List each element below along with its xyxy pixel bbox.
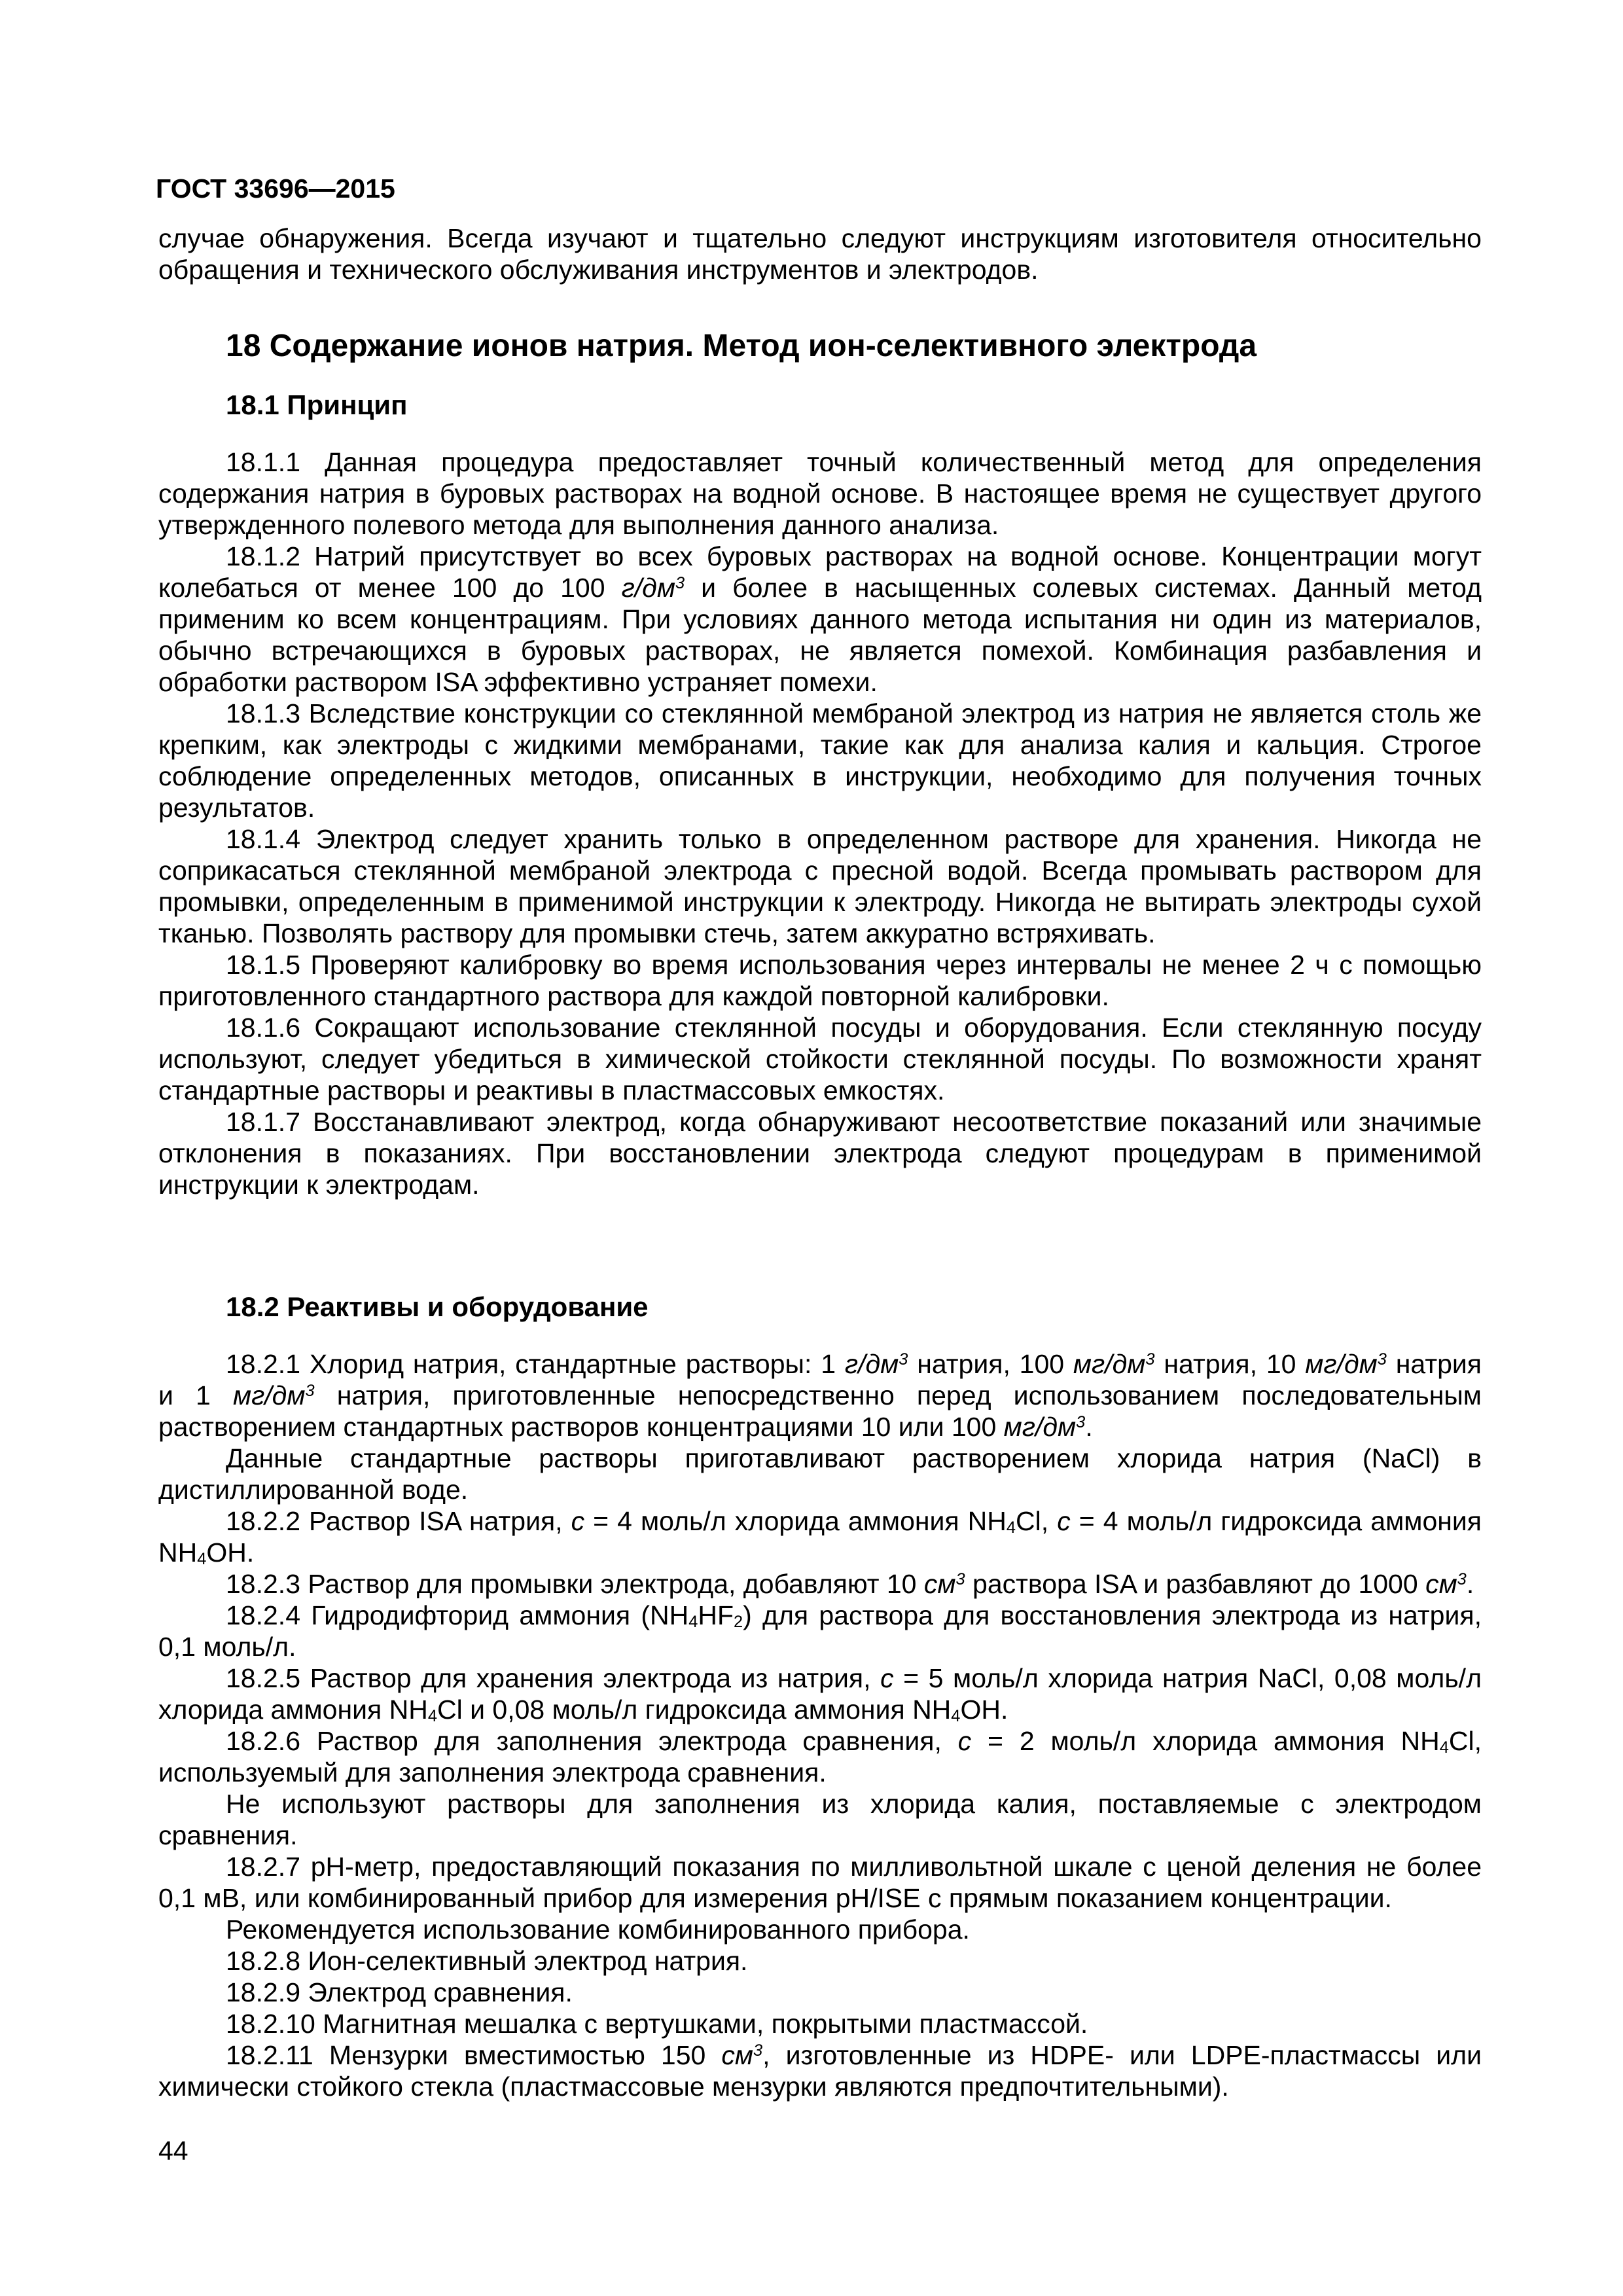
paragraph: 18.2.2 Раствор ISA натрия, c = 4 моль/л хлорида аммония NH4Cl, c = 4 моль/л гидроксида аммония NH4OH. bbox=[158, 1506, 1482, 1569]
subsection-heading: 18.1 Принцип bbox=[226, 389, 408, 420]
paragraph: 18.1.7 Восстанавливают электрод, когда обнаруживают несоответствие показаний или значимые отклонения в показаниях. При восстановлении электрода следуют процедурам в применимой инструкции к электродам. bbox=[158, 1107, 1482, 1200]
paragraph: 18.1.2 Натрий присутствует во всех буровых растворах на водной основе. Концентрации могут колебаться от менее 100 до 100 $г/дм^3$ и более в насыщенных солевых системах. Данный метод применим ко всем концентрациям. При условиях данного метода испытания ни один из материалов, обычно встречающихся в буровых растворах, не является помехой. Комбинация разбавления и обработки раствором ISA эффективно устраняет помехи. bbox=[158, 541, 1482, 697]
paragraph: 18.2.3 Раствор для промывки электрода, добавляют 10 $см^3$ раствора ISA и разбавляют до 1000 $см^3$. bbox=[226, 1569, 1474, 1599]
paragraph: 18.2.10 Магнитная мешалка с вертушками, покрытыми пластмассой. bbox=[226, 2009, 1088, 2039]
paragraph: 18.2.8 Ион-селективный электрод натрия. bbox=[226, 1946, 748, 1976]
page-number: 44 bbox=[158, 2136, 188, 2166]
subsection-heading: 18.2 Реактивы и оборудование bbox=[226, 1291, 649, 1322]
paragraph: 18.2.1 Хлорид натрия, стандартные растворы: 1 $г/дм^3$ натрия, 100 $мг/дм^3$ натрия, 10 $мг/дм^3$ натрия и 1 $мг/дм^3$ натрия, приготовленные непосредственно перед использованием последовательным растворением стандартных растворов концентрациями 10 или 100 $мг/дм^3$. bbox=[158, 1349, 1482, 1442]
paragraph: Данные стандартные растворы приготавливают растворением хлорида натрия (NaCl) в дистиллированной воде. bbox=[158, 1443, 1482, 1505]
paragraph: 18.2.6 Раствор для заполнения электрода сравнения, c = 2 моль/л хлорида аммония NH4Cl, используемый для заполнения электрода сравнения. bbox=[158, 1726, 1482, 1787]
paragraph: 18.2.9 Электрод сравнения. bbox=[226, 1977, 573, 2007]
paragraph: 18.1.4 Электрод следует хранить только в определенном растворе для хранения. Никогда не соприкасаться стеклянной мембраной электрода с пресной водой. Всегда промывать раствором для промывки, определенным в применимой инструкции к электроду. Никогда не вытирать электроды сухой тканью. Позволять раствору для промывки стечь, затем аккуратно встряхивать. bbox=[158, 824, 1482, 948]
section-heading: 18 Содержание ионов натрия. Метод ион-селективного электрода bbox=[226, 329, 1257, 363]
paragraph: Рекомендуется использование комбинированного прибора. bbox=[226, 1914, 970, 1945]
paragraph: 18.2.5 Раствор для хранения электрода из натрия, c = 5 моль/л хлорида натрия NaCl, 0,08 моль/л хлорида аммония NH4Cl и 0,08 моль/л гидроксида аммония NH4OH. bbox=[158, 1663, 1482, 1726]
paragraph: 18.1.3 Вследствие конструкции со стеклянной мембраной электрод из натрия не является столь же крепким, как электроды с жидкими мембранами, такие как для анализа калия и кальция. Строгое соблюдение определенных методов, описанных в инструкции, необходимо для получения точных результатов. bbox=[158, 698, 1482, 823]
paragraph: 18.2.4 Гидродифторид аммония (NH4HF2) для раствора для восстановления электрода из натрия, 0,1 моль/л. bbox=[158, 1600, 1482, 1662]
paragraph: Не используют растворы для заполнения из хлорида калия, поставляемые с электродом сравнения. bbox=[158, 1789, 1482, 1850]
paragraph: 18.1.5 Проверяют калибровку во время использования через интервалы не менее 2 ч с помощью приготовленного стандартного раствора для каждой повторной калибровки. bbox=[158, 950, 1482, 1011]
standard-code-header: ГОСТ 33696—2015 bbox=[156, 173, 395, 204]
paragraph: 18.2.11 Мензурки вместимостью 150 $см^3$, изготовленные из HDPE- или LDPE-пластмассы или химически стойкого стекла (пластмассовые мензурки являются предпочтительными). bbox=[158, 2040, 1482, 2102]
paragraph: случае обнаружения. Всегда изучают и тщательно следуют инструкциям изготовителя относительно обращения и технического обслуживания инструментов и электродов. bbox=[158, 223, 1482, 285]
paragraph: 18.1.1 Данная процедура предоставляет точный количественный метод для определения содержания натрия в буровых растворах на водной основе. В настоящее время не существует другого утвержденного полевого метода для выполнения данного анализа. bbox=[158, 447, 1482, 540]
paragraph: 18.1.6 Сокращают использование стеклянной посуды и оборудования. Если стеклянную посуду используют, следует убедиться в химической стойкости стеклянной посуды. По возможности хранят стандартные растворы и реактивы в пластмассовых емкостях. bbox=[158, 1013, 1482, 1105]
document-body bbox=[158, 223, 1482, 2102]
paragraph: 18.2.7 pH-метр, предоставляющий показания по милливольтной шкале с ценой деления не более 0,1 мВ, или комбинированный прибор для измерения pH/ISE с прямым показанием концентрации. bbox=[158, 1852, 1482, 1913]
